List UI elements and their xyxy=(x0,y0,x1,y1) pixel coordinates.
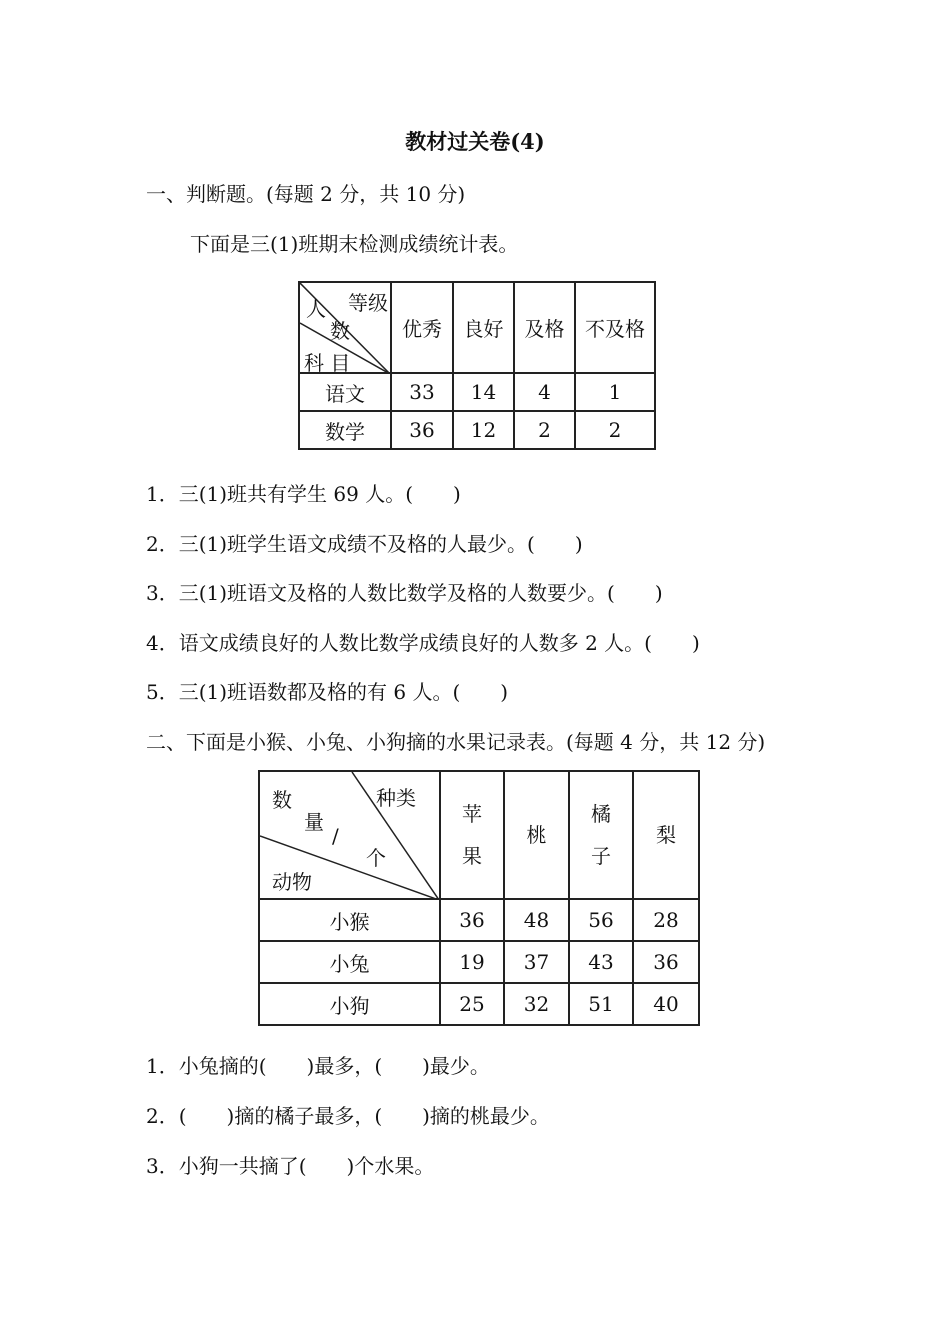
header-subject: 科 目 xyxy=(304,351,351,375)
cell: 12 xyxy=(453,411,514,449)
col-header-line2: 果 xyxy=(462,844,482,868)
header-count: 数 xyxy=(330,319,350,343)
cell: 32 xyxy=(504,983,569,1025)
col-header-line1: 橘 xyxy=(591,802,611,826)
header-grade: 等级 xyxy=(348,291,388,315)
col-header: 及格 xyxy=(514,282,575,373)
col-header-line2: 子 xyxy=(591,844,611,868)
header-unit: 个 xyxy=(366,846,386,870)
cell: 4 xyxy=(514,373,575,411)
fruit-question-1: 1．小兔摘的( )最多，( )最少。 xyxy=(146,1054,490,1078)
row-label: 语文 xyxy=(299,373,391,411)
cell: 19 xyxy=(440,941,504,983)
fruit-question-3: 3．小狗一共摘了( )个水果。 xyxy=(146,1154,435,1178)
question-1: 1．三(1)班共有学生 69 人。( ) xyxy=(146,482,461,506)
cell: 43 xyxy=(569,941,633,983)
cell: 2 xyxy=(575,411,655,449)
row-label: 小猴 xyxy=(259,899,440,941)
header-people: 人 xyxy=(306,297,326,321)
col-header-line1: 桃 xyxy=(526,823,547,847)
cell: 33 xyxy=(391,373,453,411)
header-shu: 数 xyxy=(272,788,292,812)
table-row xyxy=(299,373,655,411)
fruit-question-2: 2．( )摘的橘子最多，( )摘的桃最少。 xyxy=(146,1104,550,1128)
col-header xyxy=(440,771,504,899)
table-row xyxy=(299,411,655,449)
cell: 51 xyxy=(569,983,633,1025)
grades-header-diagonal xyxy=(299,282,391,373)
fruit-header-diagonal xyxy=(259,771,440,899)
table-row xyxy=(259,983,699,1025)
cell: 37 xyxy=(504,941,569,983)
col-header xyxy=(504,771,569,899)
cell: 56 xyxy=(569,899,633,941)
col-header xyxy=(569,771,633,899)
cell: 28 xyxy=(633,899,699,941)
col-header xyxy=(633,771,699,899)
cell: 36 xyxy=(440,899,504,941)
question-3: 3．三(1)班语文及格的人数比数学及格的人数要少。( ) xyxy=(146,581,663,605)
cell: 1 xyxy=(575,373,655,411)
cell: 48 xyxy=(504,899,569,941)
section1-heading: 一、判断题。(每题 2 分，共 10 分) xyxy=(146,182,466,206)
col-header-line1: 梨 xyxy=(656,823,676,847)
section1-intro: 下面是三(1)班期末检测成绩统计表。 xyxy=(190,232,519,256)
table-row xyxy=(259,941,699,983)
header-liang: 量 xyxy=(304,810,324,834)
cell: 36 xyxy=(633,941,699,983)
cell: 36 xyxy=(391,411,453,449)
header-kind: 种类 xyxy=(376,786,416,810)
cell: 25 xyxy=(440,983,504,1025)
question-5: 5．三(1)班语数都及格的有 6 人。( ) xyxy=(146,680,509,704)
header-slash: / xyxy=(332,824,339,848)
row-label: 小狗 xyxy=(259,983,440,1025)
fruit-table xyxy=(258,770,700,1026)
section2-heading: 二、下面是小猴、小兔、小狗摘的水果记录表。(每题 4 分，共 12 分) xyxy=(146,730,766,754)
col-header: 不及格 xyxy=(575,282,655,373)
header-animal: 动物 xyxy=(272,870,312,894)
grades-table xyxy=(298,281,656,450)
cell: 14 xyxy=(453,373,514,411)
question-2: 2．三(1)班学生语文成绩不及格的人最少。( ) xyxy=(146,532,583,556)
cell: 40 xyxy=(633,983,699,1025)
col-header: 良好 xyxy=(453,282,514,373)
table-row xyxy=(259,899,699,941)
cell: 2 xyxy=(514,411,575,449)
question-4: 4．语文成绩良好的人数比数学成绩良好的人数多 2 人。( ) xyxy=(146,631,700,655)
col-header: 优秀 xyxy=(391,282,453,373)
col-header-line1: 苹 xyxy=(462,802,482,826)
row-label: 小兔 xyxy=(259,941,440,983)
row-label: 数学 xyxy=(299,411,391,449)
page-title: 教材过关卷(4) xyxy=(405,129,545,154)
